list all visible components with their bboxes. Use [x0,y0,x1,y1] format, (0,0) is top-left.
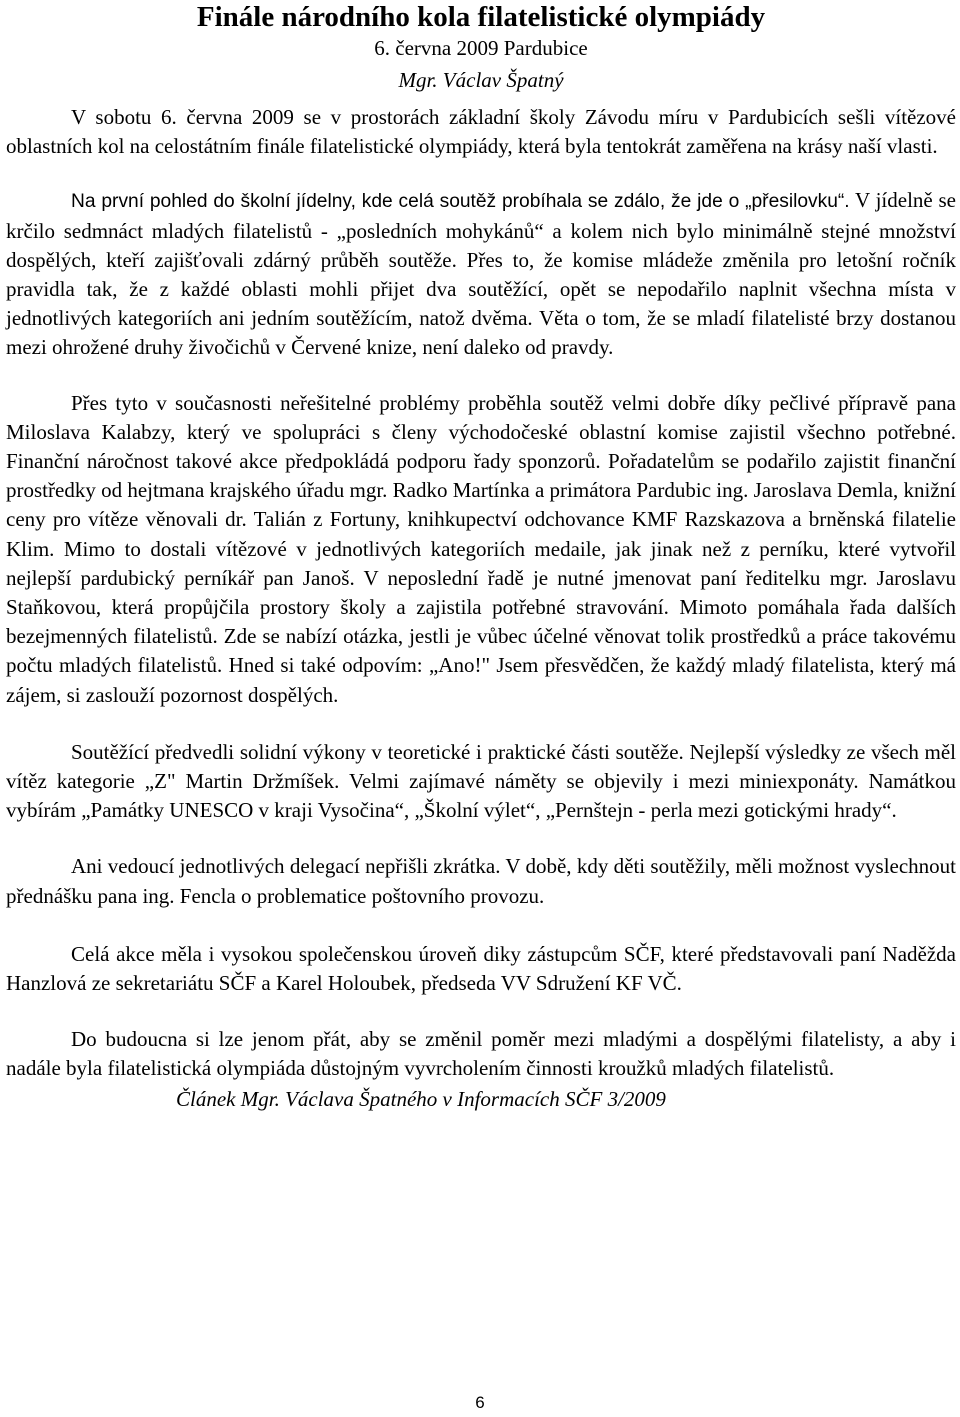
page-number: 6 [475,1393,485,1412]
paragraph-canteen-rules: Přes to, že komise mládeže změnila pro letošní ročník pravidla tak, že z každé oblasti mohli přijet dva soutěžící, opět se nepodařilo naplnit všechna místa v jednotlivých kategoriích ani jedním soutěžícím, natož dvěma. Věta o tom, že se mladí filatelisté brzy dostanou mezi ohrožené druhy živočichů v Červené knize, není daleko od pravdy. [6,247,956,360]
paragraph-intro: V sobotu 6. června 2009 se v prostorách základní školy Závodu míru v Pardubicích sešli vítězové oblastních kol na celostátním finále filatelistické olympiády, která byla tentokrát zaměřena na krásy naší vlasti. [6,105,956,159]
article-source-signature: Článek Mgr. Václava Špatného v Informacích SČF 3/2009 [176,1086,666,1111]
paragraph-future: Do budoucna si lze jenom přát, aby se změnil poměr mezi mladými a dospělými filatelisty, a aby i nadále byla filatelistická olympiáda důstojným vyvrcholením činnosti kroužků mladých filatelistů. [6,1027,956,1081]
author-line: Mgr. Václav Špatný [398,68,564,92]
document-page [6,0,956,1114]
paragraph-canteen-lead: Na první pohled do školní jídelny, kde celá soutěž probíhala se zdálo, že jde o „přesilovku“. [71,191,850,213]
date-place-line: 6. června 2009 Pardubice [374,36,588,60]
paragraph-sponsors: Přes tyto v současnosti neřešitelné problémy proběhla soutěž velmi dobře díky pečlivé přípravě pana Miloslava Kalabzy, který ve spolupráci s členy východočeské oblastní komise zajistil všechno potřebné. Finanční náročnost takové akce předpokládá podporu řady sponzorů. Pořadatelům se podařilo zajistit finanční prostředky od hejtmana krajského úřadu mgr. Radko Martínka a primátora Pardubic ing. Jaroslava Demla, knižní ceny pro vítěze věnovali dr. Talián z Fortuny, knihkupectví odchovance KMF Razskazova a brněnská filatelie Klim. Mimo to dostali vítězové v jednotlivých kategoriích medaile, jak jinak než z perníku, které vytvořil nejlepší pardubický perníkář pan Janoš. V neposlední řadě je nutné jmenovat paní ředitelku mgr. Jaroslavu Staňkovou, která propůjčila prostory školy a zajistila potřebné stravování. Mimoto pomáhala řada dalších bezejmenných filatelistů. Zde se nabízí otázka, jestli je vůbec účelné věnovat tolik prostředků a práce takovému počtu mladých filatelistů. Hned si také odpovím: „Ano!" Jsem přesvědčen, že každý mladý filatelista, který má zájem, si zaslouží pozornost dospělých. [6,390,956,707]
paragraph-results: Soutěžící předvedli solidní výkony v teoretické i praktické části soutěže. Nejlepší výsledky ze všech měl vítěz kategorie „Z" Martin Držmíšek. Velmi zajímavé náměty se objevily i mezi miniexponáty. Namátkou vybírám „Památky UNESCO v kraji Vysočina“, „Školní výlet“, „Pernštejn - perla mezi gotickými hrady“. [6,739,956,823]
article-header [6,0,956,95]
paragraph-delegates: Ani vedoucí jednotlivých delegací nepřišli zkrátka. V době, kdy děti soutěžily, měli možnost vyslechnout přednášku pana ing. Fencla o problematice poštovního provozu. [6,854,956,908]
paragraph-canteen-body: V jídelně se krčilo sedmnáct mladých filatelistů - „posledních mohykánů“ a kolem nich bylo minimálně stejné množství dospělých, kteří zajišťovali zdárný průběh soutěže. [6,188,957,272]
article-title: Finále národního kola filatelistické olympiády [196,1,766,33]
paragraph-social: Celá akce měla i vysokou společenskou úroveň diky zástupcům SČF, které představovali paní Naděžda Hanzlová ze sekretariátu SČF a Karel Holoubek, předseda VV Sdružení KF VČ. [6,941,956,996]
paragraph-canteen [6,186,956,362]
